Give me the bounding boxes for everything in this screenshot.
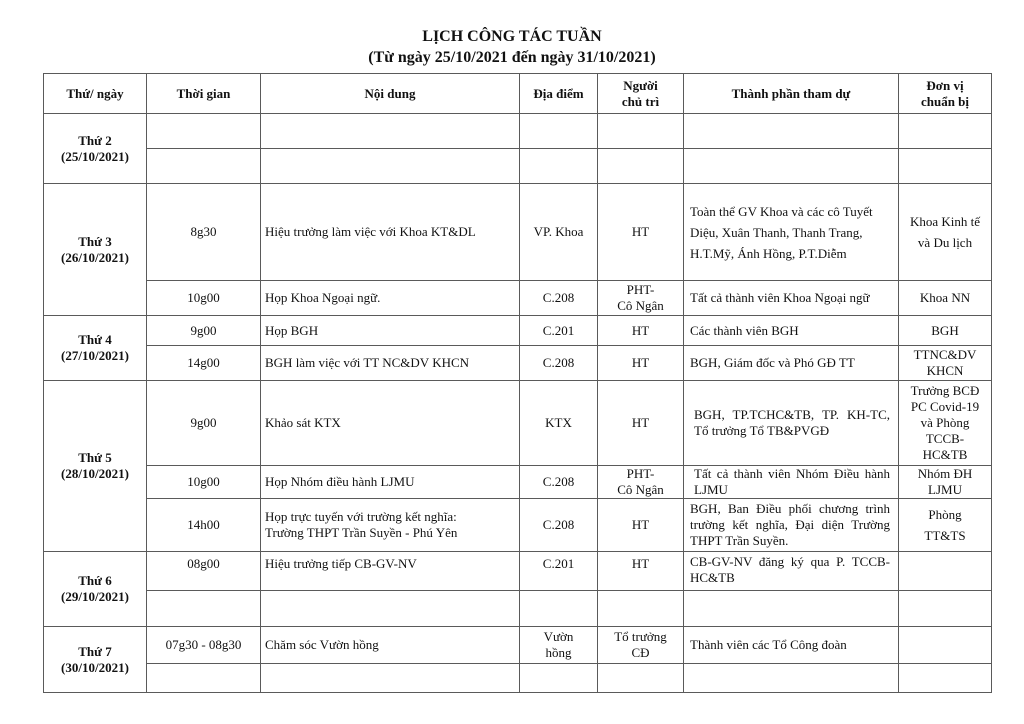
attendees-cell [684,591,899,627]
time-cell: 9g00 [147,381,261,466]
unit-cell: Phòng TT&TS [899,499,992,552]
location-cell [520,664,598,693]
host-cell: HT [598,184,684,281]
location-cell: C.208 [520,499,598,552]
location-cell: C.208 [520,346,598,381]
content-cell: Họp Nhóm điều hành LJMU [261,466,520,499]
header-attendees: Thành phần tham dự [684,74,899,114]
location-cell [520,114,598,149]
table-row [44,627,992,664]
content-cell [261,591,520,627]
document-subtitle: (Từ ngày 25/10/2021 đến ngày 31/10/2021) [368,49,656,66]
content-cell [261,114,520,149]
host-cell [598,664,684,693]
weekly-schedule-table [43,73,992,693]
document-title: LỊCH CÔNG TÁC TUẦN [422,28,602,45]
table-row [44,466,992,499]
header-content: Nội dung [261,74,520,114]
header-time: Thời gian [147,74,261,114]
attendees-cell: Tất cả thành viên Nhóm Điều hành LJMU [684,466,899,499]
day-cell-fri: Thứ 6 (29/10/2021) [44,552,147,627]
content-cell: BGH làm việc với TT NC&DV KHCN [261,346,520,381]
unit-cell [899,664,992,693]
unit-cell [899,627,992,664]
table-row [44,346,992,381]
unit-cell [899,552,992,591]
attendees-cell [684,114,899,149]
location-cell: VP. Khoa [520,184,598,281]
day-cell-wed: Thứ 4 (27/10/2021) [44,316,147,381]
header-unit: Đơn vị chuẩn bị [899,74,992,114]
table-row [44,499,992,552]
time-cell: 08g00 [147,552,261,591]
attendees-cell: BGH, Ban Điều phối chương trình trường kết nghĩa, Đại diện Trường THPT Trần Suyền. [684,499,899,552]
table-row [44,552,992,591]
attendees-cell: BGH, TP.TCHC&TB, TP. KH-TC, Tổ trưởng Tổ TB&PVGĐ [684,381,899,466]
location-cell: C.208 [520,281,598,316]
table-row [44,664,992,693]
location-cell: KTX [520,381,598,466]
location-cell: C.201 [520,316,598,346]
time-cell [147,591,261,627]
attendees-cell [684,664,899,693]
host-cell: HT [598,381,684,466]
header-row [44,74,992,114]
location-cell: C.208 [520,466,598,499]
attendees-cell [684,149,899,184]
time-cell: 10g00 [147,466,261,499]
host-cell: PHT- Cô Ngân [598,466,684,499]
table-row [44,149,992,184]
header-day: Thứ/ ngày [44,74,147,114]
unit-cell [899,114,992,149]
host-cell [598,591,684,627]
day-cell-tue: Thứ 3 (26/10/2021) [44,184,147,316]
day-cell-sat: Thứ 7 (30/10/2021) [44,627,147,693]
content-cell: Họp trực tuyến với trường kết nghĩa: Trường THPT Trần Suyền - Phú Yên [261,499,520,552]
unit-cell: Nhóm ĐH LJMU [899,466,992,499]
time-cell: 14h00 [147,499,261,552]
host-cell [598,149,684,184]
attendees-cell: Các thành viên BGH [684,316,899,346]
header-location: Địa điểm [520,74,598,114]
location-cell [520,591,598,627]
host-cell: HT [598,499,684,552]
attendees-cell: Toàn thể GV Khoa và các cô Tuyết Diệu, Xuân Thanh, Thanh Trang, H.T.Mỹ, Ánh Hồng, P.T.Diễm [684,184,899,281]
attendees-cell: CB-GV-NV đăng ký qua P. TCCB-HC&TB [684,552,899,591]
table-row [44,591,992,627]
unit-cell: Khoa NN [899,281,992,316]
unit-cell: Trưởng BCĐ PC Covid-19 và Phòng TCCB-HC&TB [899,381,992,466]
time-cell: 8g30 [147,184,261,281]
unit-cell: BGH [899,316,992,346]
content-cell: Chăm sóc Vườn hồng [261,627,520,664]
attendees-cell: Tất cả thành viên Khoa Ngoại ngữ [684,281,899,316]
content-cell: Họp Khoa Ngoại ngữ. [261,281,520,316]
unit-cell [899,591,992,627]
unit-cell: TTNC&DV KHCN [899,346,992,381]
table-row [44,281,992,316]
time-cell: 9g00 [147,316,261,346]
time-cell [147,149,261,184]
host-cell: Tổ trưởng CĐ [598,627,684,664]
table-row [44,114,992,149]
location-cell: Vườn hồng [520,627,598,664]
content-cell: Khảo sát KTX [261,381,520,466]
time-cell [147,664,261,693]
attendees-cell: Thành viên các Tổ Công đoàn [684,627,899,664]
unit-cell: Khoa Kinh tế và Du lịch [899,184,992,281]
day-cell-mon: Thứ 2 (25/10/2021) [44,114,147,184]
host-cell [598,114,684,149]
table-row [44,316,992,346]
content-cell: Họp BGH [261,316,520,346]
table-row [44,381,992,466]
location-cell [520,149,598,184]
time-cell: 10g00 [147,281,261,316]
content-cell: Hiệu trưởng làm việc với Khoa KT&DL [261,184,520,281]
host-cell: HT [598,316,684,346]
host-cell: HT [598,346,684,381]
host-cell: PHT- Cô Ngân [598,281,684,316]
time-cell: 07g30 - 08g30 [147,627,261,664]
day-cell-thu: Thứ 5 (28/10/2021) [44,381,147,552]
attendees-cell: BGH, Giám đốc và Phó GĐ TT [684,346,899,381]
content-cell [261,149,520,184]
time-cell: 14g00 [147,346,261,381]
table-row [44,184,992,281]
content-cell: Hiệu trưởng tiếp CB-GV-NV [261,552,520,591]
header-host: Người chủ trì [598,74,684,114]
location-cell: C.201 [520,552,598,591]
unit-cell [899,149,992,184]
content-cell [261,664,520,693]
host-cell: HT [598,552,684,591]
time-cell [147,114,261,149]
